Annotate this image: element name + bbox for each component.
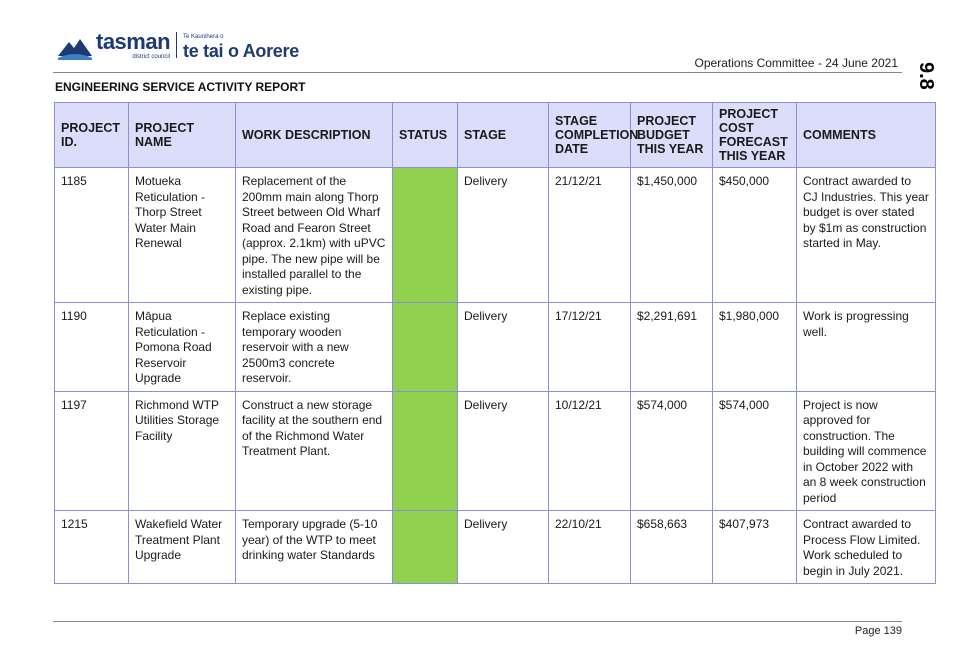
status-indicator bbox=[393, 391, 458, 511]
header-divider bbox=[53, 72, 902, 73]
project-name-cell: Māpua Reticulation - Pomona Road Reservoir Upgrade bbox=[129, 303, 236, 392]
column-header: PROJECT BUDGET THIS YEAR bbox=[631, 103, 713, 168]
report-title: ENGINEERING SERVICE ACTIVITY REPORT bbox=[55, 80, 306, 94]
footer-divider bbox=[53, 621, 902, 622]
meeting-header: Operations Committee - 24 June 2021 bbox=[694, 56, 898, 70]
table-row bbox=[55, 391, 936, 511]
column-header: STAGE COMPLETION DATE bbox=[549, 103, 631, 168]
logo-maori-big: te tai o Aorere bbox=[183, 41, 299, 61]
column-header: STATUS bbox=[393, 103, 458, 168]
table-row bbox=[55, 168, 936, 303]
status-indicator bbox=[393, 303, 458, 392]
completion-date-cell: 10/12/21 bbox=[549, 391, 631, 511]
comments-cell: Contract awarded to CJ Industries. This year budget is over stated by $1m as construction started in May. bbox=[797, 168, 936, 303]
logo-wordmark bbox=[96, 31, 170, 60]
mountain-logo-icon bbox=[57, 34, 93, 60]
column-header: PROJECT NAME bbox=[129, 103, 236, 168]
council-logo bbox=[57, 31, 299, 60]
column-header: WORK DESCRIPTION bbox=[236, 103, 393, 168]
comments-cell: Project is now approved for construction. The building will commence in October 2022 with an 8 week construction period bbox=[797, 391, 936, 511]
project-name-cell: Richmond WTP Utilities Storage Facility bbox=[129, 391, 236, 511]
project-id-cell: 1215 bbox=[55, 511, 129, 584]
work-description-cell: Construct a new storage facility at the southern end of the Richmond Water Treatment Plant. bbox=[236, 391, 393, 511]
status-indicator bbox=[393, 511, 458, 584]
comments-cell: Contract awarded to Process Flow Limited. Work scheduled to begin in July 2021. bbox=[797, 511, 936, 584]
project-name-cell: Wakefield Water Treatment Plant Upgrade bbox=[129, 511, 236, 584]
work-description-cell: Replacement of the 200mm main along Thorp Street between Old Wharf Road and Fearon Street (approx. 2.1km) with uPVC pipe. The new pipe will be installed parallel to the existing pipe. bbox=[236, 168, 393, 303]
logo-name: tasman bbox=[96, 29, 171, 54]
table-header-row bbox=[55, 103, 936, 168]
activity-table bbox=[54, 102, 936, 584]
completion-date-cell: 21/12/21 bbox=[549, 168, 631, 303]
forecast-cell: $407,973 bbox=[713, 511, 797, 584]
project-id-cell: 1190 bbox=[55, 303, 129, 392]
logo-divider bbox=[176, 32, 177, 58]
column-header: STAGE bbox=[458, 103, 549, 168]
agenda-item-number: 9.8 bbox=[915, 62, 937, 90]
logo-maori-small: Te Kaunihera o bbox=[183, 34, 224, 40]
status-indicator bbox=[393, 168, 458, 303]
budget-cell: $574,000 bbox=[631, 391, 713, 511]
logo-maori-name bbox=[183, 34, 299, 60]
work-description-cell: Temporary upgrade (5-10 year) of the WTP to meet drinking water Standards bbox=[236, 511, 393, 584]
budget-cell: $2,291,691 bbox=[631, 303, 713, 392]
table-row bbox=[55, 511, 936, 584]
work-description-cell: Replace existing temporary wooden reservoir with a new 2500m3 concrete reservoir. bbox=[236, 303, 393, 392]
page-number: Page 139 bbox=[854, 625, 902, 637]
budget-cell: $1,450,000 bbox=[631, 168, 713, 303]
project-name-cell: Motueka Reticulation - Thorp Street Water Main Renewal bbox=[129, 168, 236, 303]
forecast-cell: $1,980,000 bbox=[713, 303, 797, 392]
logo-subtitle: district council bbox=[132, 54, 171, 60]
project-id-cell: 1197 bbox=[55, 391, 129, 511]
comments-cell: Work is progressing well. bbox=[797, 303, 936, 392]
budget-cell: $658,663 bbox=[631, 511, 713, 584]
table-row bbox=[55, 303, 936, 392]
forecast-cell: $450,000 bbox=[713, 168, 797, 303]
column-header: COMMENTS bbox=[797, 103, 936, 168]
project-id-cell: 1185 bbox=[55, 168, 129, 303]
completion-date-cell: 22/10/21 bbox=[549, 511, 631, 584]
stage-cell: Delivery bbox=[458, 168, 549, 303]
column-header: PROJECT COST FORECAST THIS YEAR bbox=[713, 103, 797, 168]
column-header: PROJECT ID. bbox=[55, 103, 129, 168]
stage-cell: Delivery bbox=[458, 303, 549, 392]
stage-cell: Delivery bbox=[458, 511, 549, 584]
completion-date-cell: 17/12/21 bbox=[549, 303, 631, 392]
stage-cell: Delivery bbox=[458, 391, 549, 511]
forecast-cell: $574,000 bbox=[713, 391, 797, 511]
